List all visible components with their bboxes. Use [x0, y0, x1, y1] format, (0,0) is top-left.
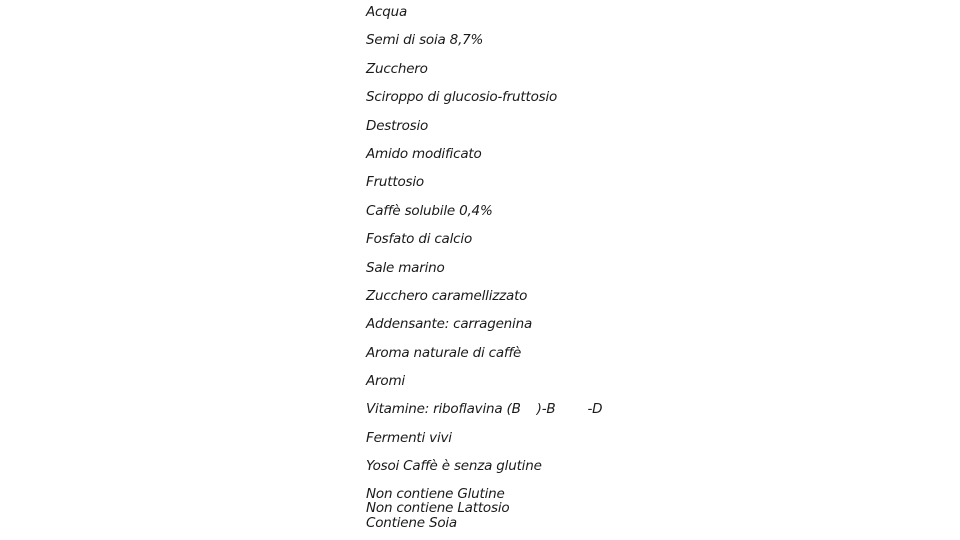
allergen-no-lactose: Non contiene Lattosio	[366, 500, 510, 517]
ingredient-vitamins	[366, 400, 602, 418]
ingredient-fructose: Fruttosio	[366, 174, 424, 191]
allergen-info	[366, 487, 509, 530]
vitamins-part-2: )-B	[536, 401, 556, 418]
ingredient-instant-coffee: Caffè solubile 0,4%	[366, 202, 493, 219]
ingredient-list	[366, 3, 602, 486]
ingredient-natural-coffee-aroma: Aroma naturale di caffè	[366, 344, 522, 361]
ingredient-calcium-phosphate: Fosfato di calcio	[366, 231, 473, 248]
gluten-free-statement: Yosoi Caffè è senza glutine	[366, 458, 542, 475]
ingredient-aromas: Aromi	[366, 373, 405, 390]
vitamins-part-3: -D	[587, 401, 603, 418]
allergen-no-gluten: Non contiene Glutine	[366, 486, 505, 502]
ingredient-live-cultures: Fermenti vivi	[366, 429, 452, 446]
ingredient-caramelized-sugar: Zucchero caramellizzato	[366, 287, 528, 304]
ingredient-thickener: Addensante: carragenina	[366, 316, 533, 333]
ingredient-soy-beans: Semi di soia 8,7%	[366, 32, 484, 49]
ingredient-modified-starch: Amido modificato	[366, 145, 482, 162]
ingredient-dextrose: Destrosio	[366, 117, 429, 134]
vitamins-part-1: Vitamine: riboflavina (B	[366, 401, 521, 418]
ingredient-sugar: Zucchero	[366, 60, 428, 77]
ingredient-glucose-fructose-syrup: Sciroppo di glucosio-fruttosio	[366, 89, 558, 106]
allergen-contains-soy: Contiene Soia	[366, 514, 457, 531]
ingredient-water: Acqua	[366, 4, 408, 20]
ingredient-sea-salt: Sale marino	[366, 259, 445, 276]
